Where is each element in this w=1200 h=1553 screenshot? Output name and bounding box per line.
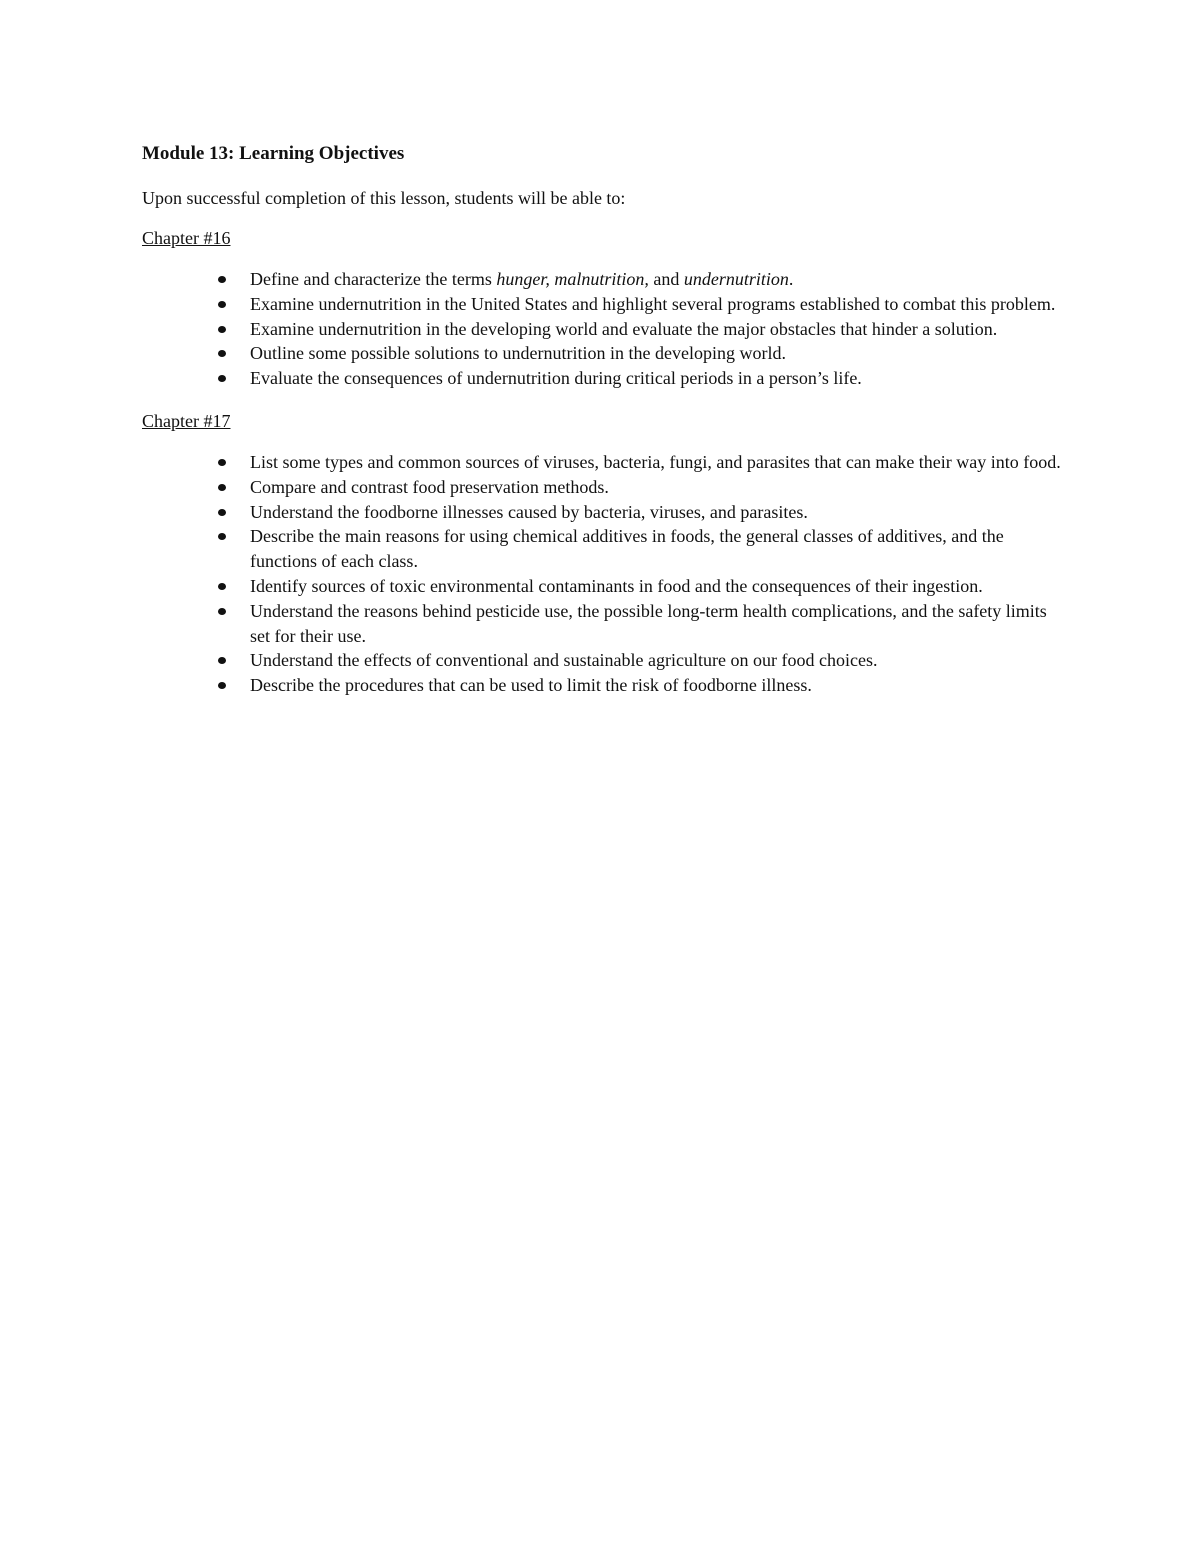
bullet-icon <box>218 301 226 308</box>
chapter-17-objectives-list <box>142 450 1062 698</box>
list-item <box>142 599 1062 649</box>
document-title: Module 13: Learning Objectives <box>142 143 405 164</box>
list-item-text: Understand the foodborne illnesses caused by bacteria, viruses, and parasites. <box>250 501 808 522</box>
bullet-icon <box>218 657 226 664</box>
term-malnutrition: malnutrition, <box>554 269 649 289</box>
list-item-text: Describe the procedures that can be used to limit the risk of foodborne illness. <box>250 675 812 696</box>
item-text-suffix: . <box>788 269 794 289</box>
intro-text: Upon successful completion of this lesson, students will be able to: <box>142 188 626 208</box>
list-item-text: Identify sources of toxic environmental contaminants in food and the consequences of their ingestion. <box>250 575 983 596</box>
list-item-text: Understand the effects of conventional and sustainable agriculture on our food choices. <box>250 650 878 671</box>
bullet-icon <box>218 583 226 590</box>
document-content <box>142 140 1062 716</box>
bullet-icon <box>218 484 226 491</box>
bullet-icon <box>218 326 226 333</box>
list-item <box>142 366 1062 391</box>
bullet-icon <box>218 276 226 283</box>
list-item <box>142 450 1062 475</box>
bullet-icon <box>218 682 226 689</box>
list-item <box>142 648 1062 673</box>
term-undernutrition: undernutrition <box>683 269 789 289</box>
bullet-icon <box>218 533 226 540</box>
bullet-icon <box>218 509 226 516</box>
list-item-text: Describe the main reasons for using chemical additives in foods, the general classes of additives, and the functions of each class. <box>250 526 1004 572</box>
term-hunger: hunger, <box>496 269 550 289</box>
bullet-icon <box>218 350 226 357</box>
list-item <box>142 574 1062 599</box>
list-item <box>142 500 1062 525</box>
list-item <box>142 673 1062 698</box>
item-text-prefix: Define and characterize the terms <box>250 269 497 289</box>
list-item <box>142 475 1062 500</box>
list-item <box>142 524 1062 574</box>
list-item <box>142 267 1062 292</box>
list-item <box>142 341 1062 366</box>
list-item-text: Evaluate the consequences of undernutrition during critical periods in a person’s life. <box>250 368 862 389</box>
list-item-text: Examine undernutrition in the United States and highlight several programs established to combat this problem. <box>250 293 1056 314</box>
item-text-connector: and <box>648 269 684 289</box>
list-item-text: Understand the reasons behind pesticide use, the possible long-term health complications, and the safety limits set for their use. <box>250 600 1047 646</box>
bullet-icon <box>218 608 226 615</box>
list-item <box>142 317 1062 342</box>
chapter-16-objectives-list <box>142 267 1062 391</box>
list-item-text: Examine undernutrition in the developing world and evaluate the major obstacles that hinder a solution. <box>250 318 998 339</box>
chapter-16-heading: Chapter #16 <box>142 228 231 248</box>
list-item-text: Outline some possible solutions to undernutrition in the developing world. <box>250 343 786 364</box>
bullet-icon <box>218 459 226 466</box>
bullet-icon <box>218 375 226 382</box>
chapter-17-heading: Chapter #17 <box>142 410 231 431</box>
list-item-text: Compare and contrast food preservation methods. <box>250 476 609 497</box>
list-item-text: List some types and common sources of viruses, bacteria, fungi, and parasites that can make their way into food. <box>250 451 1061 472</box>
list-item <box>142 292 1062 317</box>
